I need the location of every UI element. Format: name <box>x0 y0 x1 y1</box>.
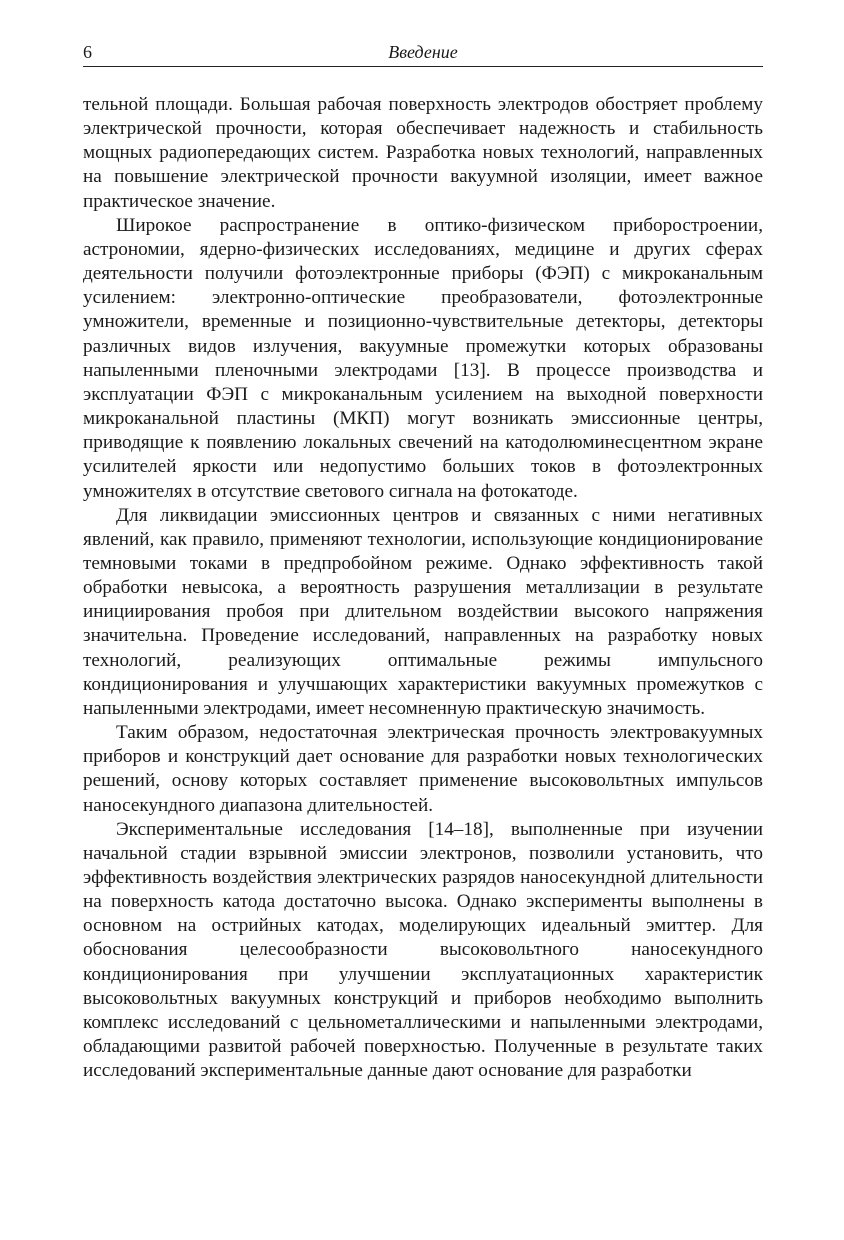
running-title: Введение <box>388 42 458 62</box>
paragraph-conclusion: Таким образом, недостаточная электрическая прочность электровакуумных приборов и конструкций дает основание для разработки новых технологических решений, основу которых составляет применение высоковольтных импульсов наносекундного диапазона длительностей. <box>83 722 763 816</box>
paragraph-fep-devices: Широкое распространение в оптико-физическом приборостроении, астрономии, ядерно-физических исследованиях, медицине и других сферах деятельности получили фотоэлектронные приборы (ФЭП) с микроканальным усилением: электронно-оптические преобразователи, фотоэлектронные умножители, временные и позиционно-чувствительные детекторы, детекторы различных видов излучения, вакуумные промежутки которых образованы напыленными пленочными электродами [13]. В процессе производства и эксплуатации ФЭП с микроканальным усилением на выходной поверхности микроканальной пластины (МКП) могут возникать эмиссионные центры, приводящие к появлению локальных свечений на катодолюминесцентном экране усилителей яркости или недопустимо больших токов в фотоэлектронных умножителях в отсутствие светового сигнала на фотокатоде. <box>83 214 763 502</box>
paragraph-experimental-studies: Экспериментальные исследования [14–18], выполненные при изучении начальной стадии взрывной эмиссии электронов, позволили установить, что эффективность воздействия электрических разрядов наносекундной длительности на поверхность катода достаточно высока. Однако эксперименты выполнены в основном на острийных катодах, моделирующих идеальный эмиттер. Для обоснования целесообразности высоковольтного наносекундного кондиционирования при улучшении эксплуатационных характеристик высоковольтных вакуумных конструкций и приборов необходимо выполнить комплекс исследований с цельнометаллическими и напыленными электродами, обладающими развитой рабочей поверхностью. Полученные в результате таких исследований экспериментальные данные дают основание для разработки <box>83 818 763 1082</box>
running-header <box>83 40 763 67</box>
paragraph-continuation: тельной площади. Большая рабочая поверхность электродов обостряет проблему электрической прочности, которая обеспечивает надежность и стабильность мощных радиопередающих систем. Разработка новых технологий, направленных на повышение электрической прочности вакуумной изоляции, имеет важное практическое значение. <box>83 94 763 212</box>
page-number: 6 <box>83 42 92 62</box>
paragraph-emission-centers: Для ликвидации эмиссионных центров и связанных с ними негативных явлений, как правило, применяют технологии, использующие кондиционирование темновыми токами в предпробойном режиме. Однако эффективность такой обработки невысока, а вероятность разрушения металлизации в результате инициирования пробоя при длительном воздействии высокого напряжения значительна. Проведение исследований, направленных на разработку новых технологий, реализующих оптимальные режимы импульсного кондиционирования и улучшающих характеристики вакуумных промежутков с напыленными электродами, имеет несомненную практическую значимость. <box>83 504 763 719</box>
book-page <box>83 40 763 1083</box>
body-text <box>83 93 763 1083</box>
